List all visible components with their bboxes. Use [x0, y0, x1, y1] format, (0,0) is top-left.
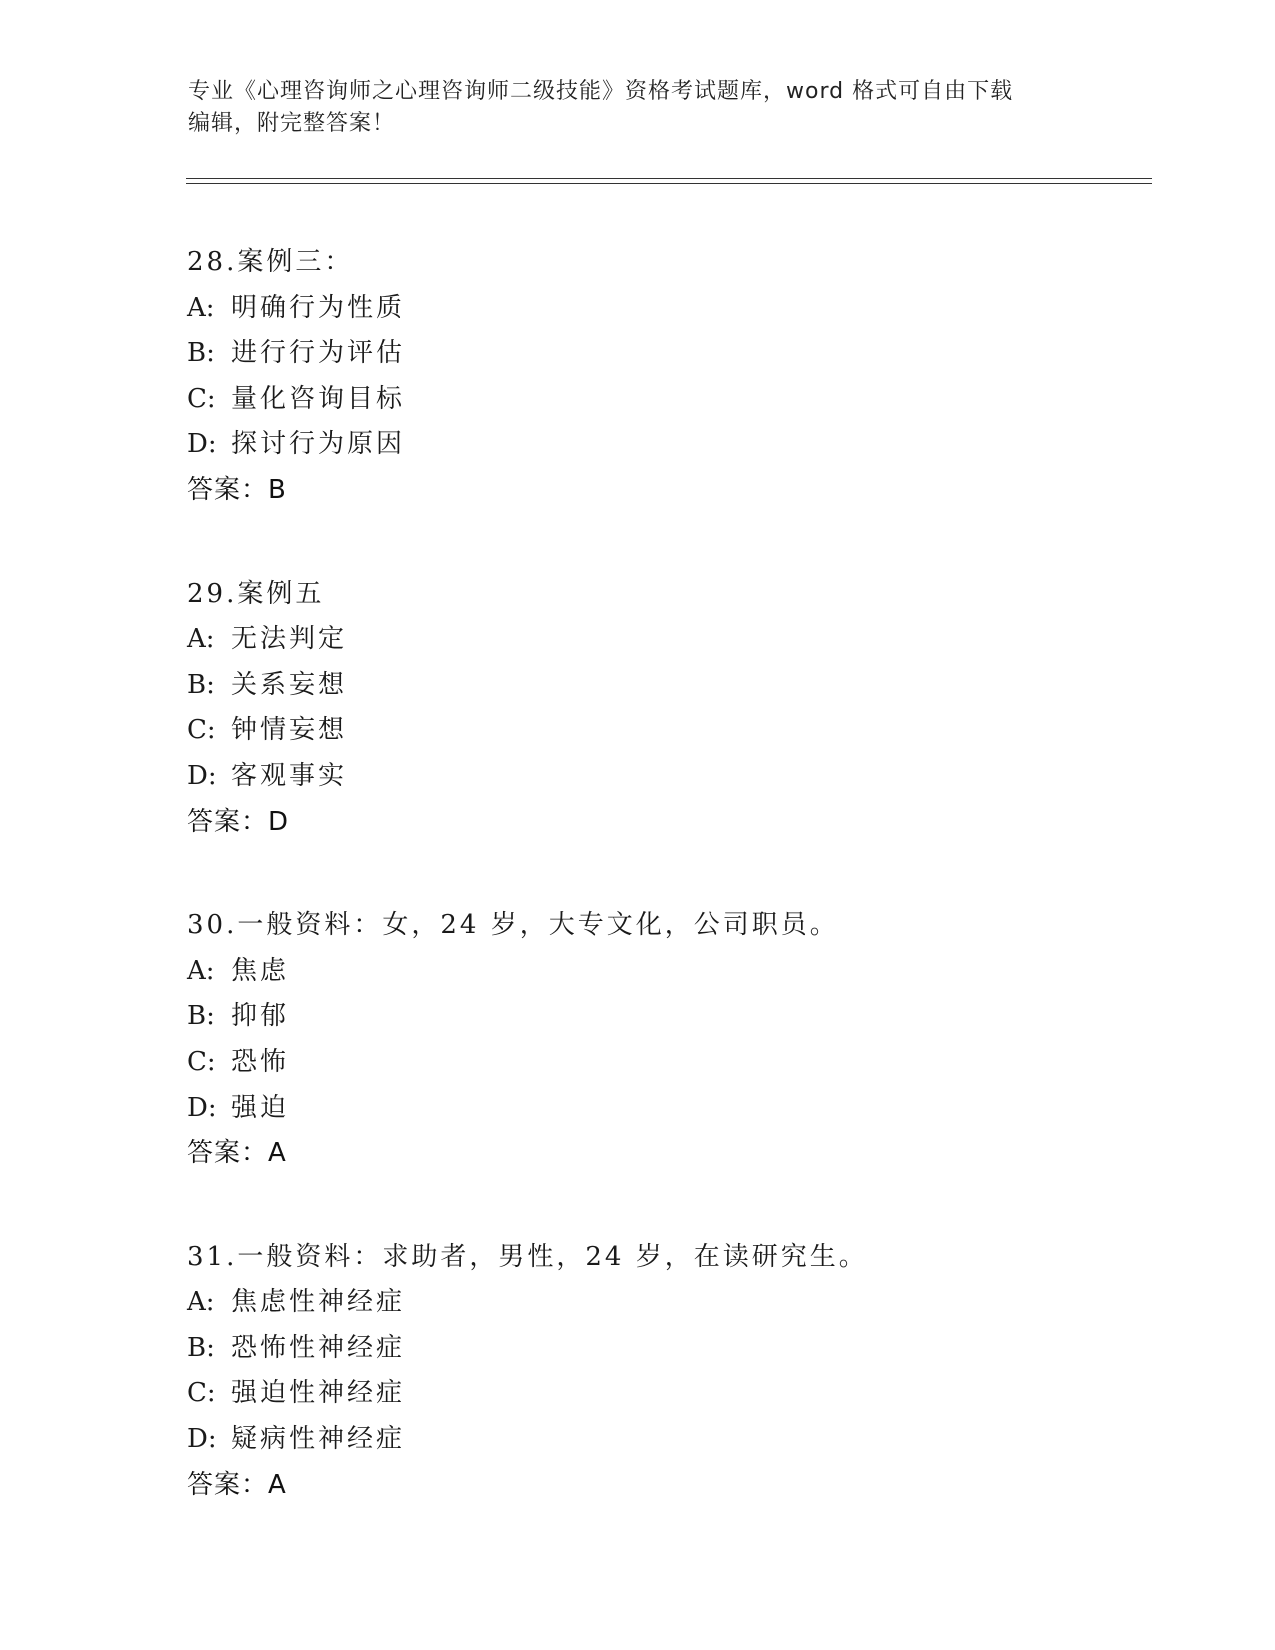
option-letter: D: — [187, 760, 217, 791]
option-text: 进行行为评估 — [231, 338, 406, 369]
option-letter: A: — [187, 1287, 215, 1318]
option-text: 量化咨询目标 — [231, 383, 406, 414]
answer-value: D — [268, 806, 289, 837]
option-c — [187, 708, 1147, 754]
answer-value: A — [268, 1469, 286, 1500]
option-letter: D: — [187, 1424, 217, 1455]
option-text: 客观事实 — [231, 760, 348, 791]
option-letter: B: — [187, 338, 215, 369]
option-letter: B: — [187, 1332, 215, 1363]
option-a — [187, 286, 1147, 332]
option-letter: C: — [187, 715, 216, 746]
question-31 — [187, 1235, 1147, 1509]
option-text: 恐怖性神经症 — [231, 1332, 406, 1363]
option-text: 明确行为性质 — [231, 292, 406, 323]
option-a — [187, 949, 1147, 995]
answer-line — [187, 468, 1147, 514]
option-text: 探讨行为原因 — [231, 429, 406, 460]
answer-line — [187, 1463, 1147, 1509]
option-d — [187, 1086, 1147, 1132]
option-c — [187, 1040, 1147, 1086]
option-letter: B: — [187, 1001, 215, 1032]
option-d — [187, 422, 1147, 468]
question-title: 31.一般资料：求助者，男性，24 岁，在读研究生。 — [187, 1241, 868, 1272]
answer-label: 答案： — [187, 1138, 269, 1169]
question-30 — [187, 903, 1147, 1177]
header-divider-bottom — [186, 183, 1152, 184]
option-text: 焦虑 — [231, 955, 290, 986]
option-letter: A: — [187, 624, 215, 655]
option-text: 焦虑性神经症 — [231, 1287, 406, 1318]
option-letter: C: — [187, 1046, 216, 1077]
option-letter: C: — [187, 383, 216, 414]
question-28 — [187, 240, 1147, 514]
answer-line — [187, 1131, 1147, 1177]
question-title: 30.一般资料：女，24 岁，大专文化，公司职员。 — [187, 910, 839, 941]
question-title: 29.案例五 — [187, 578, 325, 609]
question-29 — [187, 572, 1147, 846]
option-d — [187, 754, 1147, 800]
option-letter: A: — [187, 955, 215, 986]
header-divider-top — [186, 178, 1152, 179]
answer-label: 答案： — [187, 474, 269, 505]
option-letter: B: — [187, 669, 215, 700]
option-text: 关系妄想 — [231, 669, 348, 700]
option-text: 无法判定 — [231, 624, 348, 655]
document-header — [188, 76, 1088, 140]
option-a — [187, 617, 1147, 663]
option-text: 强迫 — [231, 1092, 290, 1123]
option-c — [187, 1371, 1147, 1417]
answer-value: A — [268, 1138, 286, 1169]
option-letter: D: — [187, 1092, 217, 1123]
option-letter: C: — [187, 1378, 216, 1409]
option-d — [187, 1417, 1147, 1463]
answer-label: 答案： — [187, 1469, 269, 1500]
option-a — [187, 1280, 1147, 1326]
option-c — [187, 377, 1147, 423]
answer-label: 答案： — [187, 806, 269, 837]
option-b — [187, 1326, 1147, 1372]
question-title: 28.案例三： — [187, 247, 354, 277]
option-b — [187, 663, 1147, 709]
option-text: 恐怖 — [231, 1046, 290, 1077]
question-list — [187, 240, 1147, 1566]
option-text: 钟情妄想 — [231, 715, 348, 746]
option-text: 抑郁 — [231, 1001, 290, 1032]
option-b — [187, 994, 1147, 1040]
header-line-2: 编辑，附完整答案！ — [188, 111, 396, 136]
option-letter: A: — [187, 292, 215, 323]
option-letter: D: — [187, 429, 217, 460]
header-line-1: 专业《心理咨询师之心理咨询师二级技能》资格考试题库，word 格式可自由下载 — [188, 79, 1014, 104]
option-text: 疑病性神经症 — [231, 1424, 406, 1455]
option-b — [187, 331, 1147, 377]
option-text: 强迫性神经症 — [231, 1378, 406, 1409]
answer-line — [187, 800, 1147, 846]
answer-value: B — [268, 474, 286, 505]
